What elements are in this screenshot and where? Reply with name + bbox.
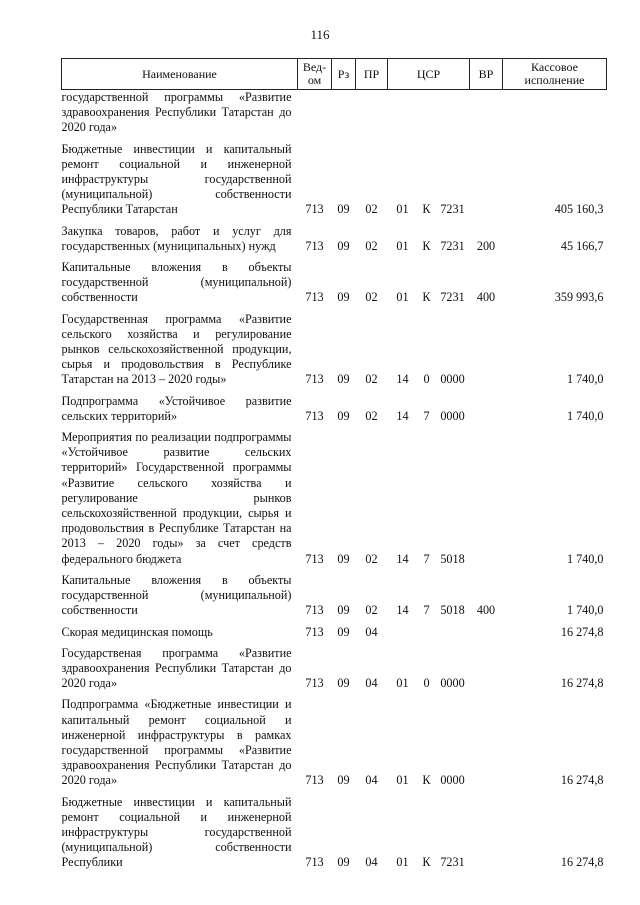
row-pr: [356, 90, 388, 136]
row-pr: 02: [365, 408, 378, 423]
row-name: государственной программы «Развитие здравоохранения Республики Татарстан до 2020 года»: [61, 90, 292, 135]
row-ved: 713: [305, 238, 324, 253]
row-csr-program: 01: [396, 238, 409, 253]
row-csr-subprogram: К: [422, 238, 431, 253]
header-pr: ПР: [356, 59, 388, 90]
row-csr-subprogram: К: [422, 290, 431, 305]
row-csr-direction: 7231: [440, 238, 465, 253]
row-amount: 45 166,7: [560, 238, 604, 253]
header-amount: Кассовое исполнение: [503, 59, 607, 90]
row-amount: 16 274,8: [560, 624, 604, 639]
row-csr-subprogram: К: [422, 773, 431, 788]
row-csr-subprogram: К: [422, 855, 431, 870]
header-csr: ЦСР: [388, 59, 470, 90]
row-ved: [298, 90, 332, 136]
row-ved: 713: [305, 855, 324, 870]
row-ved: 713: [305, 551, 324, 566]
row-rz: [332, 90, 356, 136]
row-pr: 02: [365, 290, 378, 305]
row-rz: 09: [337, 773, 350, 788]
row-pr: 04: [365, 676, 378, 691]
table-row: [62, 424, 607, 567]
row-csr-program: 14: [396, 408, 409, 423]
row-vr: [470, 619, 503, 640]
row-csr-subprogram: 7: [423, 408, 430, 423]
table-row: [62, 388, 607, 424]
row-name: Государственная программа «Развитие сельского хозяйства и регулирование рынков сельскохозяйственной продукции, сырья и продовольствия в Республике Татарстан на 2013 – 2020 годы»: [61, 311, 292, 387]
row-rz: 09: [337, 603, 350, 618]
header-vr: ВР: [470, 59, 503, 90]
row-ved: 713: [305, 372, 324, 387]
table-row: [62, 640, 607, 692]
row-csr-program: [388, 619, 418, 640]
row-rz: 09: [337, 290, 350, 305]
row-pr: 02: [365, 551, 378, 566]
row-ved: 713: [305, 202, 324, 217]
table-row: [62, 789, 607, 871]
row-csr-direction: [436, 619, 470, 640]
row-name: Подпрограмма «Устойчивое развитие сельских территорий»: [61, 393, 292, 423]
row-csr-direction: 7231: [440, 202, 465, 217]
row-ved: 713: [305, 624, 324, 639]
row-rz: 09: [337, 624, 350, 639]
row-vr: 200: [476, 238, 496, 253]
row-vr: [470, 90, 503, 136]
row-name: Государственая программа «Развитие здравоохранения Республики Татарстан до 2020 года»: [61, 645, 292, 691]
row-amount: 1 740,0: [566, 603, 604, 618]
row-pr: 04: [365, 624, 378, 639]
row-amount: 359 993,6: [554, 290, 604, 305]
header-ved: Вед- ом: [298, 59, 332, 90]
row-pr: 02: [365, 603, 378, 618]
row-pr: 04: [365, 773, 378, 788]
row-name: Мероприятия по реализации подпрограммы «Устойчивое развитие сельских территорий» Государственной программы «Развитие сельского хозяйства и регулирование рынков сельскохозяйственной продукции, сырья и продовольствия в Республике Татарстан на 2013 – 2020 годы» за счет средств федерального бюджета: [61, 430, 292, 566]
row-csr-program: 01: [396, 773, 409, 788]
row-csr-program: 01: [396, 855, 409, 870]
row-rz: 09: [337, 202, 350, 217]
row-name: Капитальные вложения в объекты государственной (муниципальной) собственности: [61, 572, 292, 618]
row-name: Скорая медицинская помощь: [61, 624, 213, 639]
row-ved: 713: [305, 603, 324, 618]
header-rz: Рз: [332, 59, 356, 90]
row-csr-direction: 7231: [440, 290, 465, 305]
row-amount: 1 740,0: [566, 372, 604, 387]
row-csr-program: 01: [396, 202, 409, 217]
row-csr-direction: 0000: [440, 773, 465, 788]
row-rz: 09: [337, 551, 350, 566]
row-rz: 09: [337, 855, 350, 870]
table-row: [62, 254, 607, 306]
row-pr: 04: [365, 855, 378, 870]
row-ved: 713: [305, 290, 324, 305]
row-ved: 713: [305, 676, 324, 691]
row-csr-program: 14: [396, 603, 409, 618]
row-pr: 02: [365, 238, 378, 253]
row-amount: 1 740,0: [566, 408, 604, 423]
row-vr: [470, 136, 503, 218]
row-csr-program: 01: [396, 290, 409, 305]
row-amount: 16 274,8: [560, 676, 604, 691]
row-vr: [470, 388, 503, 424]
row-csr-direction: 7231: [440, 855, 465, 870]
row-csr-program: 14: [396, 372, 409, 387]
row-amount: 1 740,0: [566, 551, 604, 566]
row-csr-direction: 0000: [440, 676, 465, 691]
table-row: [62, 691, 607, 788]
row-csr-program: 01: [396, 676, 409, 691]
row-amount: 16 274,8: [560, 855, 604, 870]
row-name: Закупка товаров, работ и услуг для государственных (муниципальных) нужд: [61, 223, 292, 253]
table-row: [62, 218, 607, 254]
row-csr-direction: 5018: [440, 551, 465, 566]
row-csr-subprogram: 0: [423, 676, 430, 691]
table-row: [62, 306, 607, 388]
table-row: [62, 136, 607, 218]
row-vr: [470, 789, 503, 871]
row-csr-subprogram: 0: [423, 372, 430, 387]
row-csr-direction: 0000: [440, 372, 465, 387]
row-rz: 09: [337, 408, 350, 423]
row-vr: [470, 640, 503, 692]
row-rz: 09: [337, 372, 350, 387]
row-csr-subprogram: 7: [423, 603, 430, 618]
row-csr-subprogram: [418, 619, 436, 640]
row-ved: 713: [305, 773, 324, 788]
row-vr: [470, 424, 503, 567]
page-number: 116: [310, 27, 330, 42]
row-vr: [470, 691, 503, 788]
row-name: Подпрограмма «Бюджетные инвестиции и капитальный ремонт социальной и инженерной инфраструктуры в рамках государственной программы «Развитие здравоохранения Республики Татарстан до 2020 года»: [61, 697, 292, 788]
table-header-row: [62, 59, 607, 90]
row-csr-program: 14: [396, 551, 409, 566]
row-amount: 405 160,3: [554, 202, 604, 217]
budget-table: [61, 58, 607, 871]
row-csr-direction: [436, 90, 470, 136]
row-name: Бюджетные инвестиции и капитальный ремонт социальной и инженерной инфраструктуры государственной (муниципальной) собственности Республики Татарстан: [61, 141, 292, 217]
row-pr: 02: [365, 372, 378, 387]
row-vr: [470, 306, 503, 388]
row-rz: 09: [337, 676, 350, 691]
row-amount: 16 274,8: [560, 773, 604, 788]
row-csr-program: [388, 90, 418, 136]
table-row: [62, 567, 607, 619]
row-amount: [503, 90, 607, 136]
row-name: Бюджетные инвестиции и капитальный ремонт социальной и инженерной инфраструктуры государственной (муниципальной) собственности Республики: [61, 794, 292, 870]
row-csr-subprogram: 7: [423, 551, 430, 566]
row-rz: 09: [337, 238, 350, 253]
row-csr-subprogram: К: [422, 202, 431, 217]
row-name: Капитальные вложения в объекты государственной (муниципальной) собственности: [61, 260, 292, 305]
row-csr-direction: 0000: [440, 408, 465, 423]
row-ved: 713: [305, 408, 324, 423]
header-name: Наименование: [62, 59, 298, 90]
row-csr-subprogram: [418, 90, 436, 136]
row-pr: 02: [365, 202, 378, 217]
row-vr: 400: [476, 290, 496, 305]
table-row: [62, 90, 607, 136]
row-csr-direction: 5018: [440, 603, 465, 618]
row-vr: 400: [476, 603, 496, 618]
table-row: [62, 619, 607, 640]
